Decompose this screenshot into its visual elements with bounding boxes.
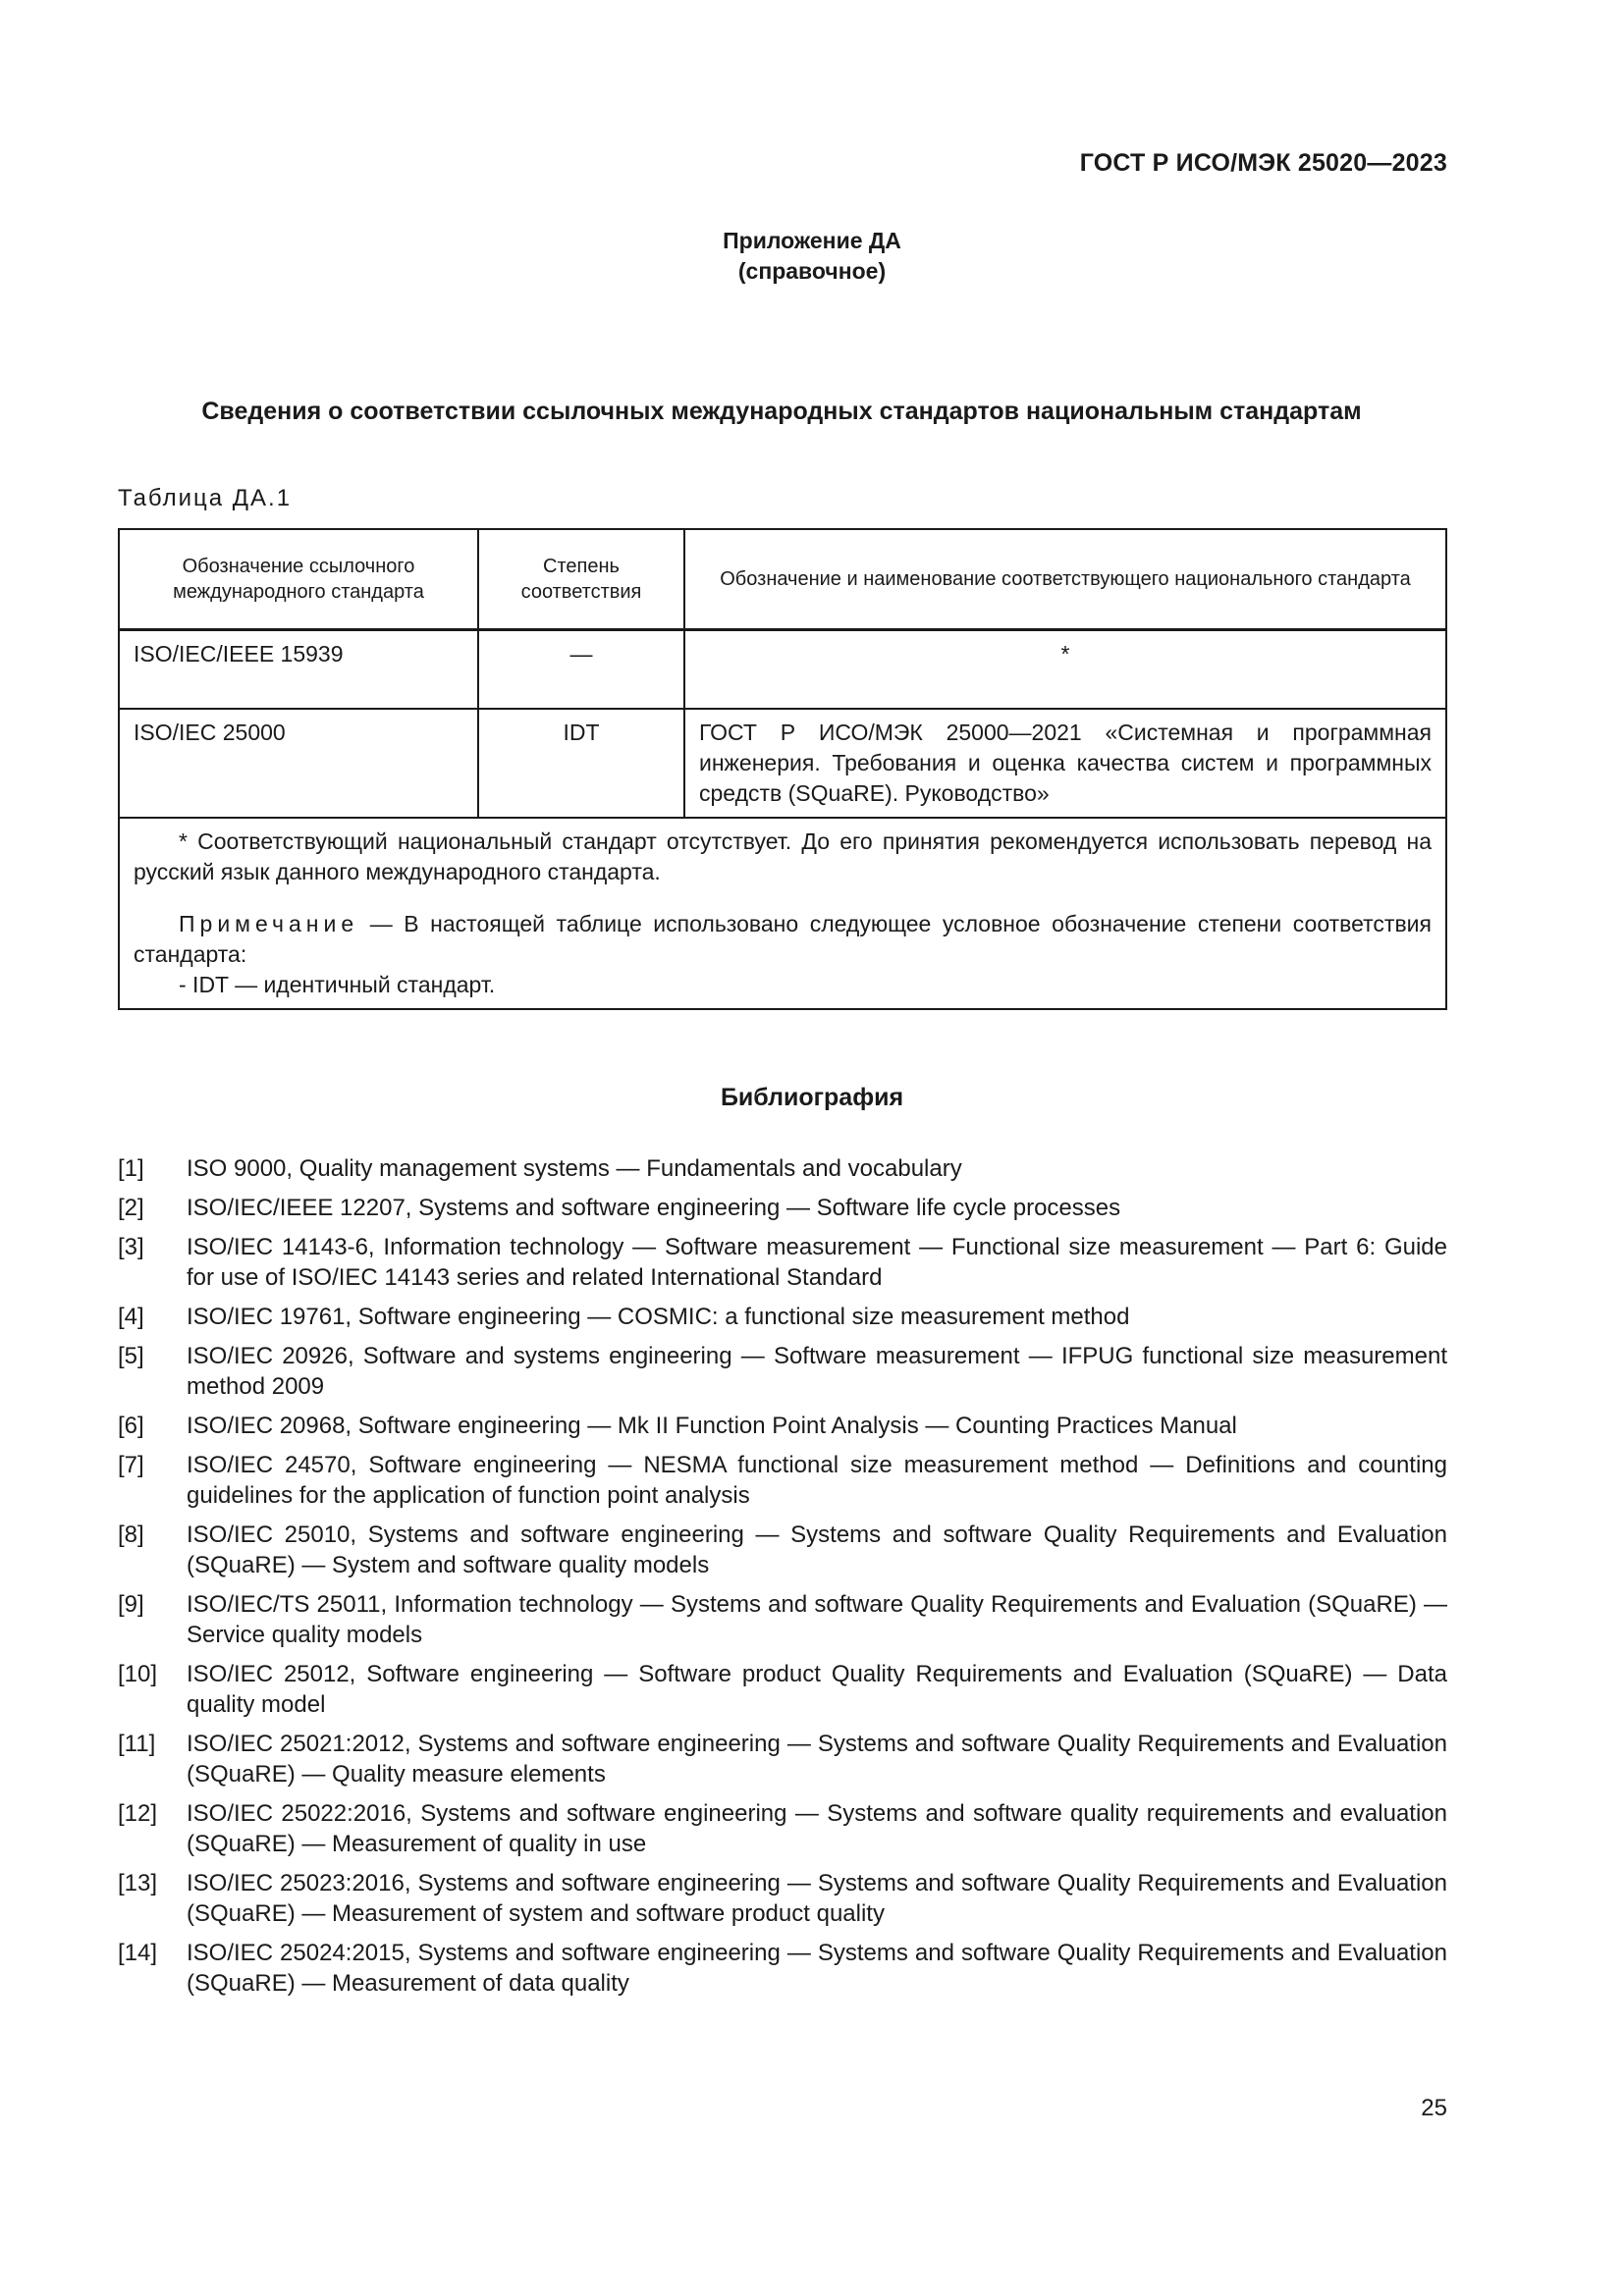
bibliography-item	[118, 1411, 1447, 1441]
bibliography-number: [3]	[118, 1234, 144, 1260]
cell-national: ГОСТ Р ИСО/МЭК 25000—2021 «Системная и программная инженерия. Требования и оценка качества систем и программных средств (SQuaRE). Руководство»	[684, 709, 1446, 818]
correspondence-table	[118, 528, 1447, 1010]
annex-title: Приложение ДА	[723, 228, 901, 253]
bibliography-text: ISO/IEC 25022:2016, Systems and software engineering — Systems and software quality requirements and evaluation (SQuaRE) — Measurement of quality in use	[187, 1800, 1447, 1857]
table-header-row	[119, 529, 1446, 630]
bibliography-item	[118, 1153, 1447, 1184]
bibliography-number: [10]	[118, 1661, 158, 1687]
cell-reference: ISO/IEC 25000	[119, 709, 478, 818]
bibliography-text: ISO/IEC/IEEE 12207, Systems and software engineering — Software life cycle processes	[187, 1195, 1121, 1221]
bibliography-text: ISO/IEC 25010, Systems and software engineering — Systems and software Quality Requirements and Evaluation (SQuaRE) — System and software quality models	[187, 1522, 1447, 1578]
note-label: Примечание	[179, 911, 359, 936]
table-caption: Таблица ДА.1	[118, 485, 293, 511]
cell-national: *	[684, 630, 1446, 710]
bibliography-list	[118, 1153, 1447, 2007]
bibliography-text: ISO/IEC 20926, Software and systems engineering — Software measurement — IFPUG functional size measurement method 2009	[187, 1343, 1447, 1400]
bibliography-number: [8]	[118, 1522, 144, 1548]
bibliography-text: ISO/IEC/TS 25011, Information technology — Systems and software Quality Requirements and Evaluation (SQuaRE) — Service quality models	[187, 1591, 1447, 1648]
bibliography-number: [9]	[118, 1591, 144, 1618]
cell-degree: —	[478, 630, 684, 710]
bibliography-item	[118, 1520, 1447, 1580]
bibliography-item	[118, 1450, 1447, 1511]
bibliography-text: ISO/IEC 25012, Software engineering — Software product Quality Requirements and Evaluation (SQuaRE) — Data quality model	[187, 1661, 1447, 1718]
annex-heading	[0, 226, 1624, 287]
bibliography-number: [2]	[118, 1195, 144, 1221]
bibliography-text: ISO/IEC 19761, Software engineering — COSMIC: a functional size measurement method	[187, 1304, 1130, 1330]
bibliography-text: ISO 9000, Quality management systems — Fundamentals and vocabulary	[187, 1155, 962, 1182]
section-title: Сведения о соответствии ссылочных международных стандартов национальным стандартам	[201, 398, 1362, 425]
bibliography-text: ISO/IEC 25021:2012, Systems and software engineering — Systems and software Quality Requirements and Evaluation (SQuaRE) — Quality measure elements	[187, 1731, 1447, 1788]
page-number: 25	[1421, 2095, 1447, 2121]
bibliography-item	[118, 1938, 1447, 1999]
annex-subtitle: (справочное)	[737, 258, 887, 284]
bibliography-item	[118, 1798, 1447, 1859]
table-row	[119, 630, 1446, 710]
bibliography-number: [4]	[118, 1304, 144, 1330]
cell-degree: IDT	[478, 709, 684, 818]
bibliography-number: [6]	[118, 1413, 144, 1439]
bibliography-item	[118, 1868, 1447, 1929]
note-text: — В настоящей таблице использовано следующее условное обозначение степени соответствия стандарта:	[134, 911, 1432, 967]
bibliography-item	[118, 1729, 1447, 1789]
table-row	[119, 709, 1446, 818]
bibliography-text: ISO/IEC 25023:2016, Systems and software engineering — Systems and software Quality Requirements and Evaluation (SQuaRE) — Measurement of system and software product quality	[187, 1870, 1447, 1927]
table-footnote-cell	[119, 818, 1446, 1009]
bibliography-item	[118, 1193, 1447, 1223]
table-footnote: * Соответствующий национальный стандарт отсутствует. До его принятия рекомендуется использовать перевод на русский язык данного международного стандарта.	[134, 828, 1432, 884]
header-reference-standard: Обозначение ссылочного международного стандарта	[119, 529, 478, 630]
bibliography-number: [12]	[118, 1800, 158, 1827]
bibliography-item	[118, 1341, 1447, 1402]
note-list-item: - IDT — идентичный стандарт.	[179, 972, 496, 997]
table-note	[134, 909, 1432, 970]
bibliography-item	[118, 1659, 1447, 1720]
bibliography-item	[118, 1302, 1447, 1332]
document-code: ГОСТ Р ИСО/МЭК 25020—2023	[1079, 149, 1447, 177]
bibliography-text: ISO/IEC 14143-6, Information technology — Software measurement — Functional size measurement — Part 6: Guide for use of ISO/IEC 14143 series and related International Standard	[187, 1234, 1447, 1291]
bibliography-title: Библиография	[720, 1084, 904, 1111]
bibliography-text: ISO/IEC 24570, Software engineering — NESMA functional size measurement method — Definitions and counting guidelines for the application of function point analysis	[187, 1452, 1447, 1509]
bibliography-item	[118, 1589, 1447, 1650]
cell-reference: ISO/IEC/IEEE 15939	[119, 630, 478, 710]
bibliography-number: [7]	[118, 1452, 144, 1478]
header-degree: Степень соответствия	[478, 529, 684, 630]
bibliography-number: [11]	[118, 1731, 156, 1757]
bibliography-text: ISO/IEC 20968, Software engineering — Mk II Function Point Analysis — Counting Practices Manual	[187, 1413, 1237, 1439]
bibliography-number: [1]	[118, 1155, 144, 1182]
bibliography-number: [5]	[118, 1343, 144, 1369]
header-national-standard: Обозначение и наименование соответствующего национального стандарта	[684, 529, 1446, 630]
bibliography-item	[118, 1232, 1447, 1293]
table-footnote-row	[119, 818, 1446, 1009]
bibliography-number: [13]	[118, 1870, 158, 1896]
bibliography-text: ISO/IEC 25024:2015, Systems and software engineering — Systems and software Quality Requirements and Evaluation (SQuaRE) — Measurement of data quality	[187, 1940, 1447, 1997]
bibliography-number: [14]	[118, 1940, 158, 1966]
